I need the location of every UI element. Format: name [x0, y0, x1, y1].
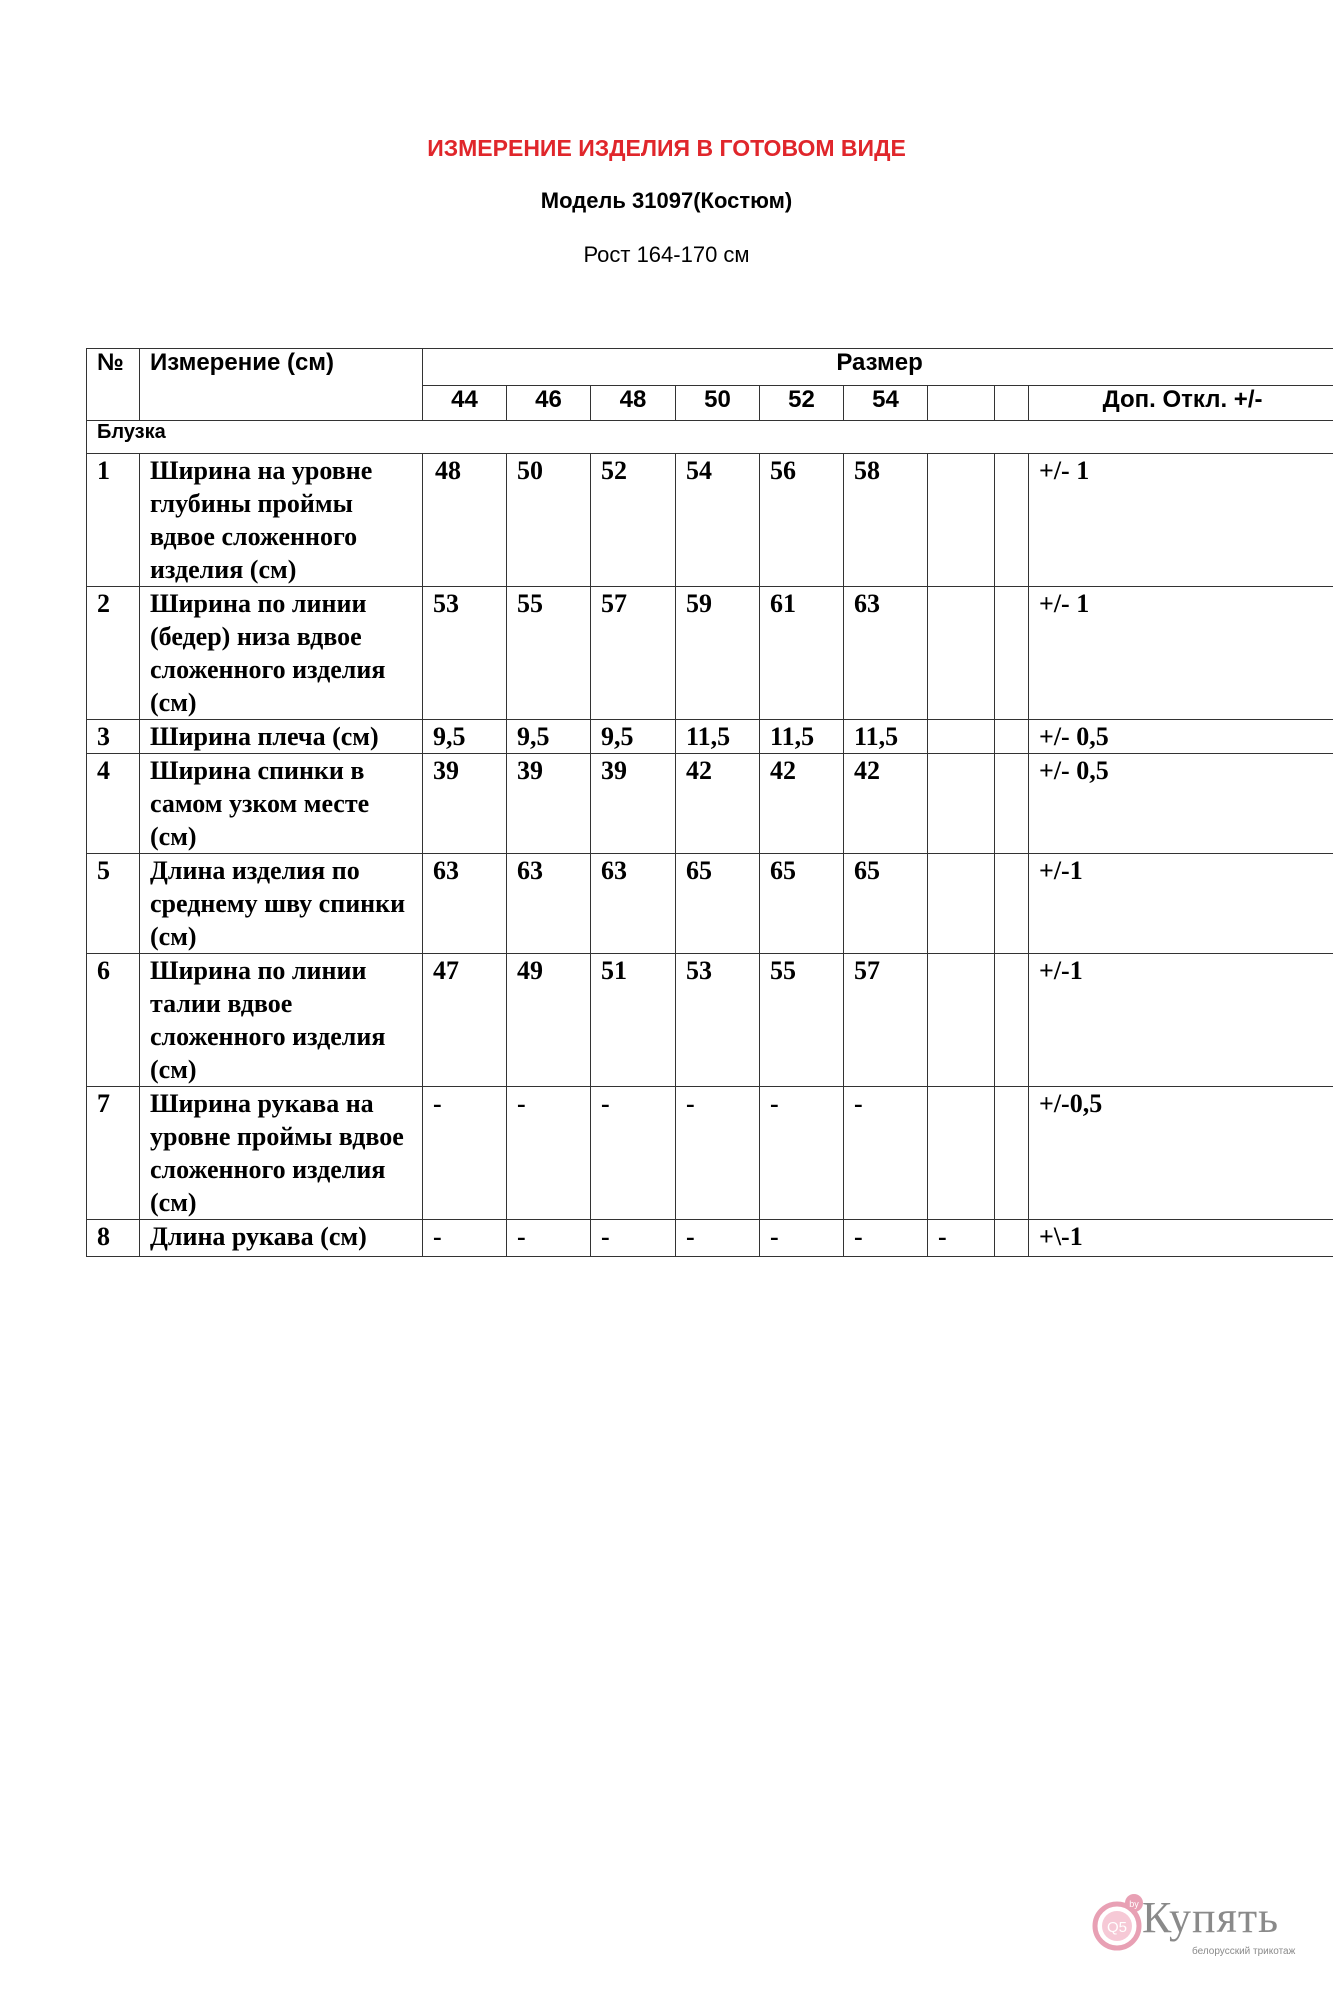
- table-row: [87, 1087, 1333, 1220]
- row-value: 63: [591, 854, 676, 954]
- logo-badge-icon: [1090, 1890, 1150, 1954]
- row-number: 7: [87, 1087, 140, 1220]
- row-tolerance: +/-0,5: [1029, 1087, 1333, 1220]
- page-title: ИЗМЕРЕНИЕ ИЗДЕЛИЯ В ГОТОВОМ ВИДЕ: [427, 135, 906, 161]
- row-value: [995, 854, 1029, 954]
- row-value: -: [676, 1087, 760, 1220]
- header-size: Размер: [423, 349, 1333, 386]
- table-row: [87, 854, 1333, 954]
- row-value: 11,5: [760, 720, 844, 754]
- row-value: 58: [844, 454, 928, 587]
- header-size-col: 50: [676, 386, 760, 421]
- row-value: [995, 1220, 1029, 1257]
- row-value: [928, 587, 995, 720]
- row-value: [995, 587, 1029, 720]
- row-value: [995, 1087, 1029, 1220]
- row-value: 63: [844, 587, 928, 720]
- row-label: Ширина по линии талии вдвое сложенного изделия (см): [140, 954, 423, 1087]
- row-value: 39: [423, 754, 507, 854]
- row-value: 55: [507, 587, 591, 720]
- row-value: -: [423, 1087, 507, 1220]
- row-value: -: [507, 1220, 591, 1257]
- row-value: [928, 454, 995, 587]
- row-value: 61: [760, 587, 844, 720]
- table-row: [87, 454, 1333, 587]
- row-number: 6: [87, 954, 140, 1087]
- table-row: [87, 720, 1333, 754]
- row-value: 51: [591, 954, 676, 1087]
- logo-badge-sup: by: [1129, 1899, 1139, 1909]
- row-label: Ширина плеча (см): [140, 720, 423, 754]
- row-tolerance: +\-1: [1029, 1220, 1333, 1257]
- row-value: [995, 720, 1029, 754]
- row-value: 52: [591, 454, 676, 587]
- header-measure: Измерение (см): [140, 349, 423, 421]
- row-number: 8: [87, 1220, 140, 1257]
- row-number: 4: [87, 754, 140, 854]
- row-value: 54: [676, 454, 760, 587]
- row-value: -: [760, 1087, 844, 1220]
- row-value: [928, 1087, 995, 1220]
- row-value: 53: [423, 587, 507, 720]
- section-label: Блузка: [87, 421, 1333, 454]
- header-size-col: 46: [507, 386, 591, 421]
- row-value: [928, 754, 995, 854]
- row-value: -: [928, 1220, 995, 1257]
- height-label: Рост 164-170 см: [583, 242, 750, 267]
- logo-subtitle: белорусский трикотаж: [1192, 1946, 1296, 1957]
- row-value: -: [507, 1087, 591, 1220]
- row-value: 42: [760, 754, 844, 854]
- row-value: 11,5: [676, 720, 760, 754]
- row-label: Ширина рукава на уровне проймы вдвое сложенного изделия (см): [140, 1087, 423, 1220]
- row-value: 11,5: [844, 720, 928, 754]
- row-tolerance: +/- 1: [1029, 454, 1333, 587]
- row-label: Ширина по линии (бедер) низа вдвое сложенного изделия (см): [140, 587, 423, 720]
- header-size-col: 54: [844, 386, 928, 421]
- row-value: 57: [591, 587, 676, 720]
- row-label: Ширина спинки в самом узком месте (см): [140, 754, 423, 854]
- measurement-table: [86, 348, 1333, 1257]
- row-label: Длина изделия по среднему шву спинки (см): [140, 854, 423, 954]
- row-value: [995, 754, 1029, 854]
- row-value: 9,5: [423, 720, 507, 754]
- row-value: [995, 454, 1029, 587]
- row-value: 65: [760, 854, 844, 954]
- row-value: 9,5: [507, 720, 591, 754]
- brand-logo: [1090, 1890, 1296, 1960]
- row-value: -: [760, 1220, 844, 1257]
- row-value: -: [423, 1220, 507, 1257]
- row-value: 56: [760, 454, 844, 587]
- row-value: 50: [507, 454, 591, 587]
- table-row: [87, 754, 1333, 854]
- header-tolerance: Доп. Откл. +/-: [1029, 386, 1333, 421]
- row-number: 1: [87, 454, 140, 587]
- row-value: 49: [507, 954, 591, 1087]
- header-size-col: 44: [423, 386, 507, 421]
- row-tolerance: +/- 0,5: [1029, 754, 1333, 854]
- row-value: 59: [676, 587, 760, 720]
- row-tolerance: +/- 1: [1029, 587, 1333, 720]
- header-size-col: 52: [760, 386, 844, 421]
- header-size-col: [928, 386, 995, 421]
- row-value: [928, 954, 995, 1087]
- row-value: 39: [591, 754, 676, 854]
- row-value: -: [844, 1087, 928, 1220]
- row-value: 63: [423, 854, 507, 954]
- row-tolerance: +/- 0,5: [1029, 720, 1333, 754]
- row-label: Длина рукава (см): [140, 1220, 423, 1257]
- row-value: [995, 954, 1029, 1087]
- row-value: 9,5: [591, 720, 676, 754]
- row-value: 65: [844, 854, 928, 954]
- row-tolerance: +/-1: [1029, 954, 1333, 1087]
- table-row: [87, 954, 1333, 1087]
- header-no: №: [87, 349, 140, 421]
- row-value: -: [591, 1220, 676, 1257]
- logo-text: Купять: [1142, 1893, 1280, 1942]
- row-tolerance: +/-1: [1029, 854, 1333, 954]
- row-value: 42: [676, 754, 760, 854]
- row-label: Ширина на уровне глубины проймы вдвое сложенного изделия (см): [140, 454, 423, 587]
- row-value: 55: [760, 954, 844, 1087]
- row-value: 63: [507, 854, 591, 954]
- row-value: -: [676, 1220, 760, 1257]
- row-value: 39: [507, 754, 591, 854]
- row-value: 57: [844, 954, 928, 1087]
- row-value: 53: [676, 954, 760, 1087]
- logo-badge: Q5: [1106, 1919, 1128, 1936]
- header-size-col: [995, 386, 1029, 421]
- row-value: [928, 854, 995, 954]
- row-value: [928, 720, 995, 754]
- model-label: Модель 31097(Костюм): [540, 188, 793, 213]
- table-row: [87, 1220, 1333, 1257]
- row-value: -: [591, 1087, 676, 1220]
- table-row: [87, 587, 1333, 720]
- row-number: 5: [87, 854, 140, 954]
- row-value: 47: [423, 954, 507, 1087]
- row-number: 2: [87, 587, 140, 720]
- row-number: 3: [87, 720, 140, 754]
- row-value: 65: [676, 854, 760, 954]
- row-value: 48: [423, 454, 507, 587]
- header-size-col: 48: [591, 386, 676, 421]
- row-value: 42: [844, 754, 928, 854]
- row-value: -: [844, 1220, 928, 1257]
